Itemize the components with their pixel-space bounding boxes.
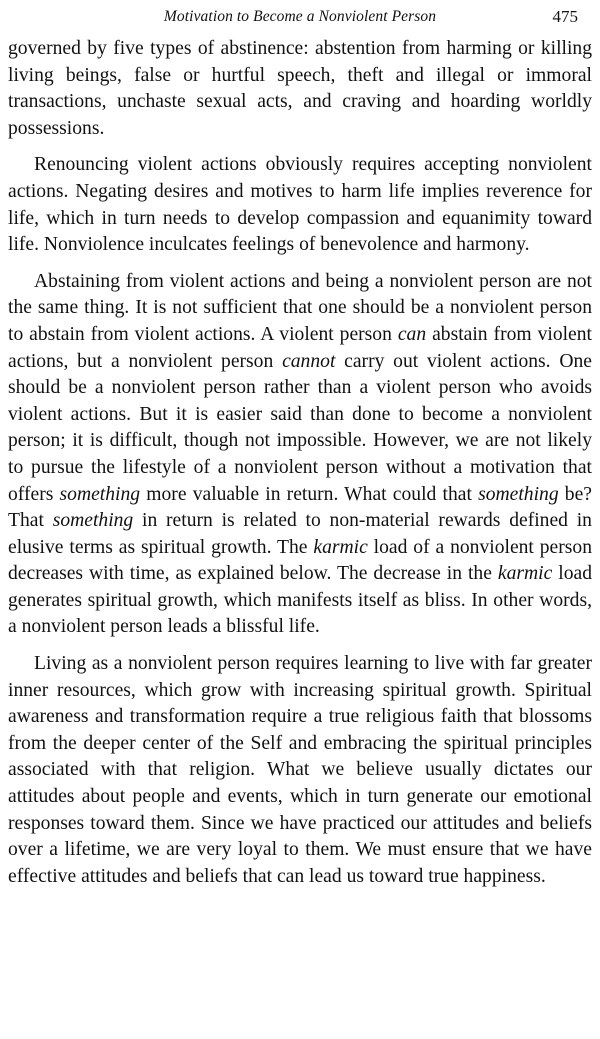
- text-run: be? That: [8, 483, 592, 532]
- text-run: governed by five types of abstinence: abstention from harming or killing living beings, false or hurtful speech, theft and illegal or immoral transactions, unchaste sexual acts, and craving and hoarding worldly possessions.: [8, 38, 592, 139]
- text-run: Renouncing violent actions obviously requires accepting nonviolent actions. Negating desires and motives to harm life implies reverence for life, which in turn needs to develop compassion and equanimity toward life. Nonviolence inculcates feelings of benevolence and harmony.: [8, 154, 592, 256]
- page-header: [8, 4, 592, 30]
- paragraph-3: [8, 269, 592, 641]
- text-run: abstain from violent actions, but a nonviolent person: [8, 323, 592, 372]
- text-run: in return is related to non-material rewards defined in elusive terms as spiritual growth. The: [8, 510, 592, 558]
- italic-text-run: something: [59, 483, 141, 505]
- text-run: load of a nonviolent person decreases with time, as explained below. The decrease in the: [8, 536, 592, 585]
- text-run: load generates spiritual growth, which manifests itself as bliss. In other words, a nonviolent person leads a blissful life.: [8, 563, 593, 638]
- italic-text-run: something: [478, 483, 559, 505]
- text-run: Living as a nonviolent person requires learning to live with far greater inner resources, which grow with increasing spiritual growth. Spiritual awareness and transformation require a true religious faith that blossoms from the deeper center of the Self and embracing the spiritual principles associated with that religion. What we believe usually dictates our attitudes about people and events, which in turn generate our emotional responses toward them. Since we have practiced our attitudes and beliefs over a lifetime, we are very loyal to them. We must ensure that we have effective attitudes and beliefs that can lead us toward true happiness.: [8, 653, 592, 887]
- paragraph-4: [8, 651, 592, 890]
- text-run: carry out violent actions. One should be a nonviolent person rather than a violent person who avoids violent actions. But it is easier said than done to become a nonviolent person; it is difficult, though not impossible. However, we are not likely to pursue the lifestyle of a nonviolent person without a motivation that offers: [8, 350, 593, 505]
- text-run: Abstaining from violent actions and being a nonviolent person are not the same thing. It is not sufficient that one should be a nonviolent person to abstain from violent actions. A violent person: [8, 270, 592, 345]
- body-text: [8, 36, 592, 890]
- italic-text-run: karmic: [497, 563, 553, 585]
- page-number: 475: [552, 7, 578, 26]
- italic-text-run: karmic: [313, 536, 368, 558]
- italic-text-run: can: [397, 323, 427, 345]
- paragraph-2: [8, 152, 592, 258]
- paragraph-1: [8, 36, 592, 142]
- italic-text-run: cannot: [282, 350, 336, 372]
- text-run: more valuable in return. What could that: [140, 483, 479, 505]
- italic-text-run: something: [52, 510, 134, 532]
- running-head: Motivation to Become a Nonviolent Person: [163, 8, 437, 25]
